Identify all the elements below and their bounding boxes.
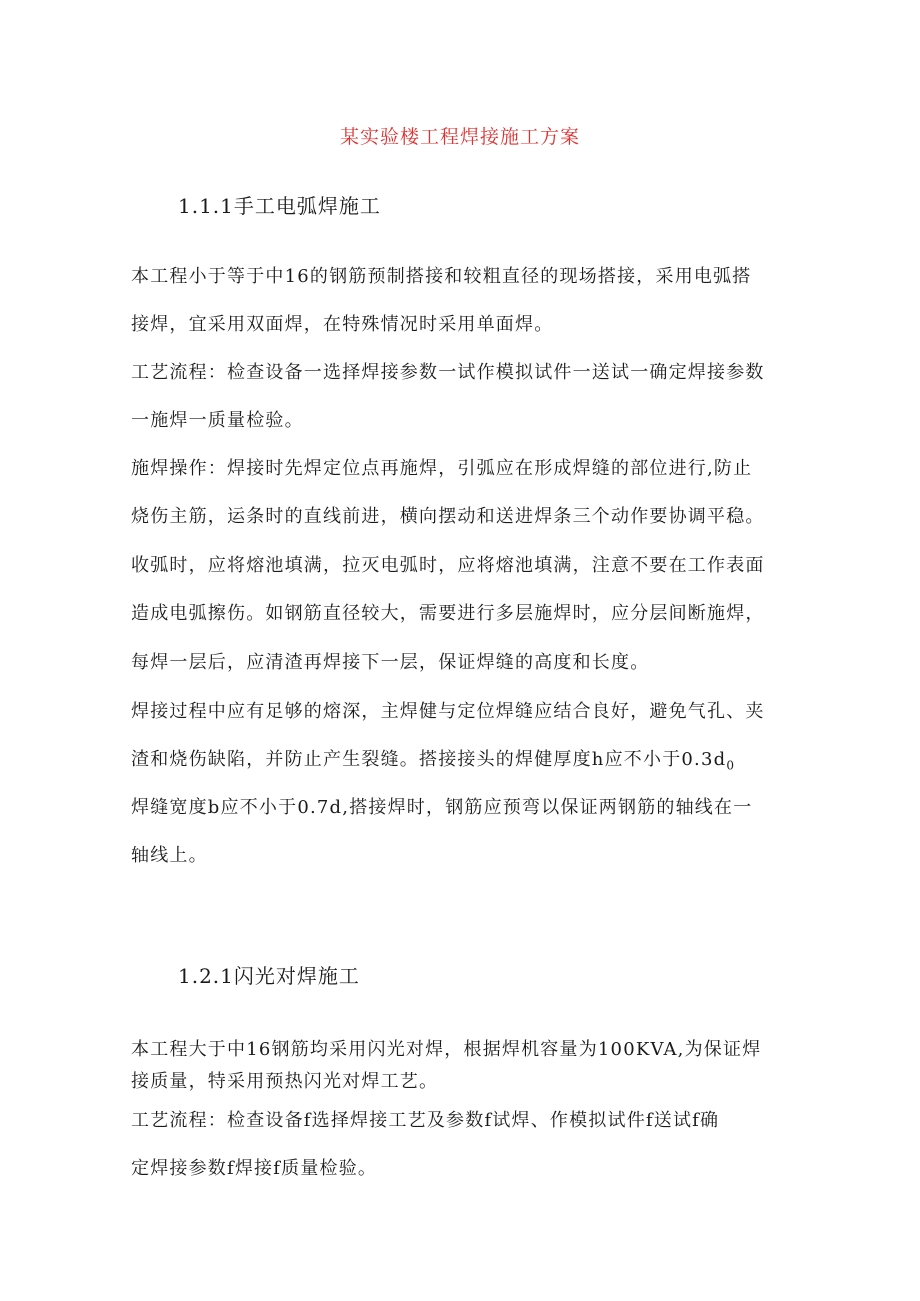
paragraph-line: 接焊，宜采用双面焊，在特殊情况时采用单面焊。: [131, 314, 554, 335]
paragraph-line: 定焊接参数f焊接f质量检验。: [131, 1158, 378, 1179]
paragraph-line: 轴线上。: [131, 845, 208, 866]
paragraph-line: 本工程大于中16钢筋均采用闪光对焊，根据焊机容量为100KVA,为保证焊: [131, 1039, 762, 1060]
paragraph-line: 工艺流程：检查设备一选择焊接参数一试作模拟试件一送试一确定焊接参数: [131, 362, 765, 383]
paragraph-line: 一施焊一质量检验。: [131, 410, 304, 431]
subscript: 0: [726, 758, 736, 773]
paragraph-line: 收弧时，应将熔池填满，拉灭电弧时，应将熔池填满，注意不要在工作表面: [131, 555, 765, 576]
section-heading-manual-arc-welding: 1.1.1手工电弧焊施工: [178, 194, 381, 218]
paragraph-line: 烧伤主筋，运条时的直线前进，横向摆动和送进焊条三个动作要协调平稳。: [131, 506, 765, 527]
paragraph-line: 造成电弧擦伤。如钢筋直径较大，需要进行多层施焊时，应分层间断施焊，: [131, 603, 765, 624]
section-heading-flash-butt-welding: 1.2.1闪光对焊施工: [178, 964, 360, 988]
paragraph-line: 工艺流程：检查设备f选择焊接工艺及参数f试焊、作模拟试件f送试f确: [131, 1110, 720, 1131]
paragraph-line: 接质量，特采用预热闪光对焊工艺。: [131, 1071, 439, 1092]
paragraph-line: 焊接过程中应有足够的熔深，主焊健与定位焊缝应结合良好，避免气孔、夹: [131, 701, 765, 722]
document-title: 某实验楼工程焊接施工方案: [339, 126, 580, 148]
paragraph-line: 焊缝宽度b应不小于0.7d,搭接焊时，钢筋应预弯以保证两钢筋的轴线在一: [131, 797, 753, 818]
paragraph-line: 每焊一层后，应清渣再焊接下一层，保证焊缝的高度和长度。: [131, 652, 650, 673]
paragraph-line: [131, 745, 735, 773]
paragraph-line-text: 渣和烧伤缺陷，并防止产生裂缝。搭接接头的焊健厚度h应不小于0.3d: [131, 749, 727, 770]
paragraph-line: 施焊操作：焊接时先焊定位点再施焊，引弧应在形成焊缝的部位进行,防止: [131, 458, 753, 479]
paragraph-line: 本工程小于等于中16的钢筋预制搭接和较粗直径的现场搭接，采用电弧搭: [131, 266, 752, 287]
